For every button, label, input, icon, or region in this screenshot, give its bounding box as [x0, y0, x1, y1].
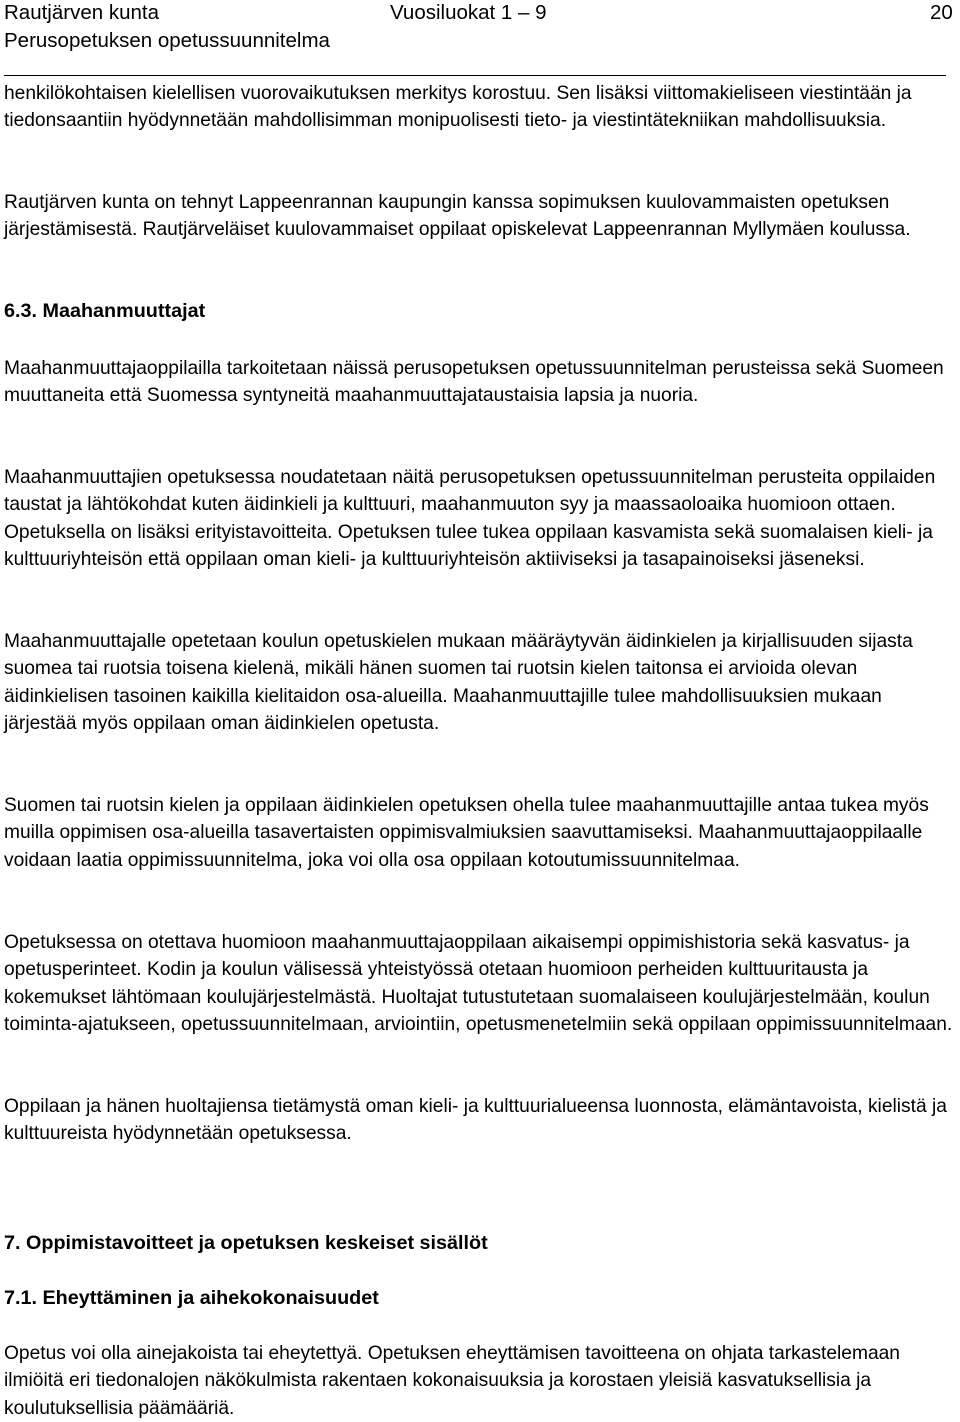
section-heading-7-1: 7.1. Eheyttäminen ja aihekokonaisuudet: [4, 1287, 379, 1309]
header-document-title: Perusopetuksen opetussuunnitelma: [4, 29, 330, 52]
header-organization: Rautjärven kunta: [4, 1, 159, 24]
header-divider: [4, 75, 946, 76]
page-number: 20: [930, 1, 953, 24]
paragraph-immigrant-teaching: Maahanmuuttajien opetuksessa noudatetaan näitä perusopetuksen opetussuunnitelman perusteita oppilaiden taustat ja lähtökohdat kuten äidinkieli ja kulttuuri, maahanmuuton syy ja maassaoloaika huomioon ottaen. Opetuksella on lisäksi erityistavoitteita. Opetuksen tulee tukea oppilaan kasvamista sekä suomalaisen kieli- ja kulttuuriyhteisön että oppilaan oman kieli- ja kulttuuriyhteisön aktiiviseksi ja tasapainoiseksi jäseneksi.: [4, 467, 936, 570]
paragraph-immigrant-definition: Maahanmuuttajaoppilailla tarkoitetaan näissä perusopetuksen opetussuunnitelman perusteissa sekä Suomeen muuttaneita että Suomessa syntyneitä maahanmuuttajataustaisia lapsia ja nuoria.: [4, 358, 944, 407]
paragraph-second-language: Maahanmuuttajalle opetetaan koulun opetuskielen mukaan määräytyvän äidinkielen ja kirjallisuuden sijasta suomea tai ruotsia toisena kielenä, mikäli hänen suomen tai ruotsin kielen taitonsa ei arvioida olevan äidinkielisen tasoinen kaikilla kielitaidon osa-alueilla. Maahanmuuttajille tulee mahdollisuuksien mukaan järjestää myös oppilaan oman äidinkielen opetusta.: [4, 631, 913, 734]
section-heading-7: 7. Oppimistavoitteet ja opetuksen keskeiset sisällöt: [4, 1232, 488, 1254]
paragraph-rautjarvi-agreement: Rautjärven kunta on tehnyt Lappeenrannan kaupungin kanssa sopimuksen kuulovammaisten opetuksen järjestämisestä. Rautjärveläiset kuulovammaiset oppilaat opiskelevat Lappeenrannan Myllymäen koulussa.: [4, 192, 911, 241]
section-heading-6-3: 6.3. Maahanmuuttajat: [4, 300, 206, 322]
paragraph-integration: Opetus voi olla ainejakoista tai eheytettyä. Opetuksen eheyttämisen tavoitteena on ohjata tarkastelemaan ilmiöitä eri tiedonalojen näkökulmista rakentaen kokonaisuuksia ja korostaen yleisiä kasvatuksellisia ja koulutuksellisia päämääriä.: [4, 1343, 900, 1419]
paragraph-learning-support: Suomen tai ruotsin kielen ja oppilaan äidinkielen opetuksen ohella tulee maahanmuuttajille antaa tukea myös muilla oppimisen osa-alueilla tasavertaisten oppimisvalmiuksien saavuttamiseksi. Maahanmuuttajaoppilaalle voidaan laatia oppimissuunnitelma, joka voi olla osa oppilaan kotoutumissuunnitelmaa.: [4, 795, 929, 871]
paragraph-cultural-knowledge: Oppilaan ja hänen huoltajiensa tietämystä oman kieli- ja kulttuurialueensa luonnosta, elämäntavoista, kielistä ja kulttuureista hyödynnetään opetuksessa.: [4, 1096, 947, 1145]
paragraph-home-school-cooperation: Opetuksessa on otettava huomioon maahanmuuttajaoppilaan aikaisempi oppimishistoria sekä kasvatus- ja opetusperinteet. Kodin ja koulun välisessä yhteistyössä otetaan huomioon perheiden kulttuuritausta ja kokemukset lähtömaan koulujärjestelmästä. Huoltajat tutustutetaan suomalaiseen koulujärjestelmään, koulun toiminta-ajatukseen, opetussuunnitelmaan, arviointiin, opetusmenetelmiin sekä oppilaan oppimissuunnitelmaan.: [4, 932, 953, 1035]
header-grades: Vuosiluokat 1 – 9: [390, 1, 547, 24]
paragraph-intro: henkilökohtaisen kielellisen vuorovaikutuksen merkitys korostuu. Sen lisäksi viittomakieliseen viestintään ja tiedonsaantiin hyödynnetään mahdollisimman monipuolisesti tieto- ja viestintätekniikan mahdollisuuksia.: [4, 83, 912, 132]
